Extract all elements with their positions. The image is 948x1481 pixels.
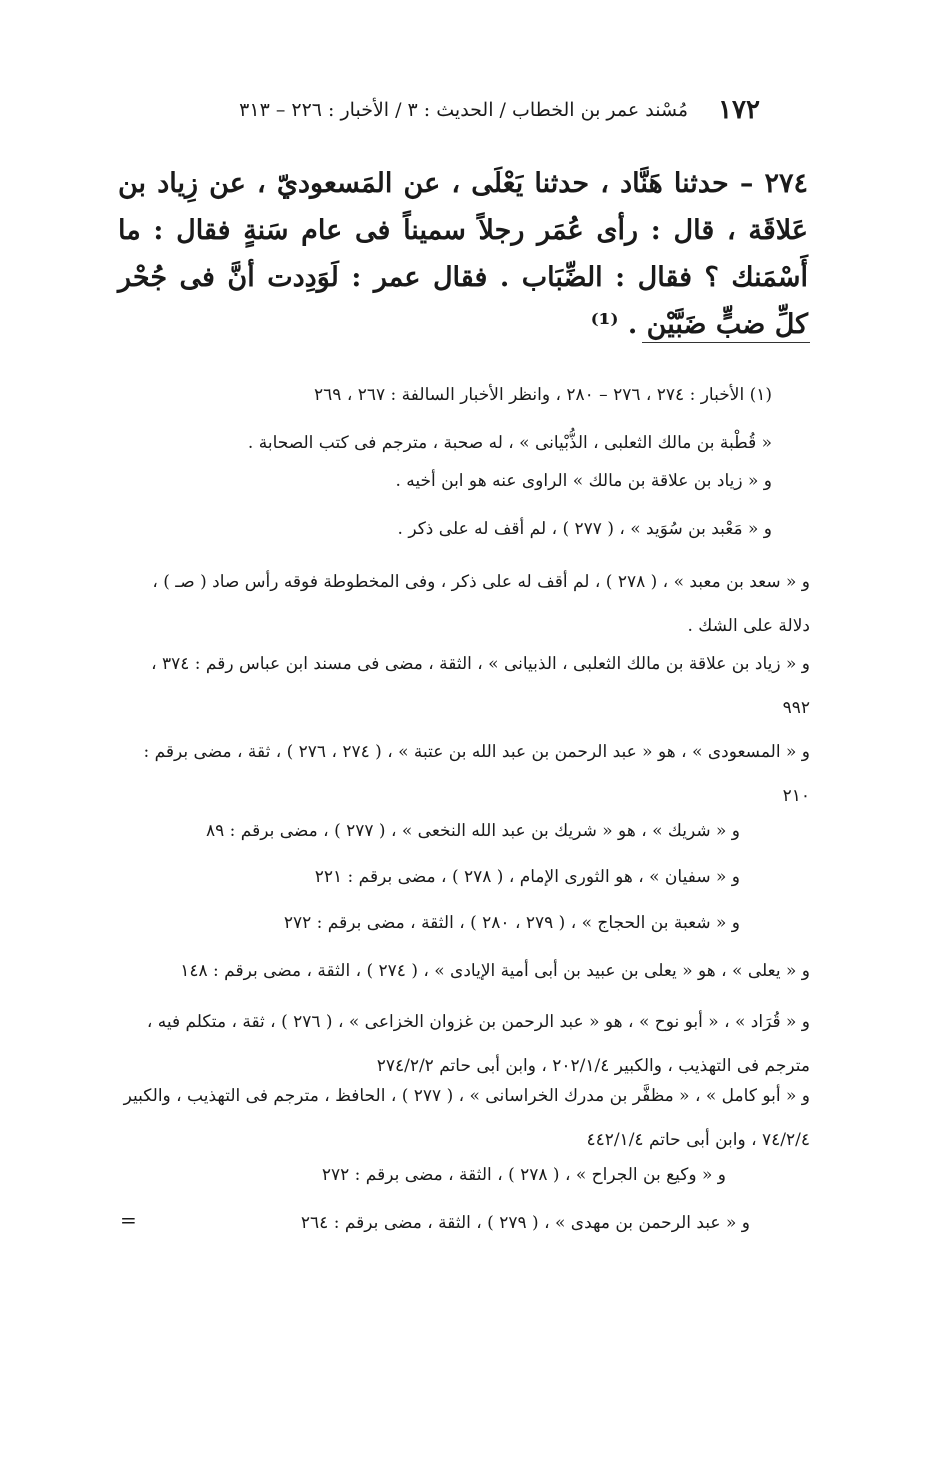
- footnote-line: و « عبد الرحمن بن مهدى » ، ( ٢٧٩ ) ، الثقة ، مضى برقم : ٢٦٤: [300, 1213, 750, 1233]
- footnote-line: و « أبو كامل » ، « مظفَّر بن مدرك الخراسانى » ، ( ٢٧٧ ) ، الحافظ ، مترجم فى التهذيب ، والكبير ٧٤/٢/٤ ، وابن أبى حاتم ٤٤٢/١/٤: [123, 1086, 810, 1150]
- footnote-line: و « سفيان » ، هو الثورى الإمام ، ( ٢٧٨ ) ، مضى برقم : ٢٢١: [314, 867, 740, 887]
- footnote-line: و « زياد بن علاقة بن مالك » الراوى عنه هو ابن أخيه .: [395, 471, 772, 491]
- footnote-separator: [642, 342, 810, 343]
- running-title: مُسْند عمر بن الخطاب / الحديث : ٣ / الأخبار : ٢٢٦ – ٣١٣: [239, 99, 689, 121]
- footnote-line: و « المسعودى » ، هو « عبد الرحمن بن عبد الله بن عتبة » ، ( ٢٧٤ ، ٢٧٦ ) ، ثقة ، مضى برقم : ٢١٠: [143, 742, 810, 806]
- footnote-line: و « سعد بن معبد » ، ( ٢٧٨ ) ، لم أقف له على ذكر ، وفى المخطوطة فوقه رأس صاد ( صـ ) ، دلالة على الشك .: [152, 572, 810, 636]
- footnote-line: و « وكيع بن الجراح » ، ( ٢٧٨ ) ، الثقة ، مضى برقم : ٢٧٢: [321, 1165, 726, 1185]
- hadith-text: ٢٧٤ – حدثنا هَنَّاد ، حدثنا يَعْلَى ، عن المَسعوديّ ، عن زِياد بن عَلاقَة ، قال : رأى عُمَر رجلاً سميناً فى عام سَنةٍ فقال : ما أَسْمَنك ؟ فقال : الضِّبَاب . فقال عمر : لَوَدِدت أنَّ فى جُحْر كلِّ ضبٍّ ضَبَّيْن . ⁽¹⁾: [118, 168, 808, 340]
- footnote-line: و « زياد بن علاقة بن مالك الثعلبى ، الذبيانى » ، الثقة ، مضى فى مسند ابن عباس رقم : ٣٧٤ ، ٩٩٢: [151, 654, 810, 718]
- footnote-line: و « مَعْبد بن سُوَيد » ، ( ٢٧٧ ) ، لم أقف له على ذكر .: [397, 519, 772, 539]
- page-header: [200, 90, 760, 130]
- footnote-line: و « يعلى » ، هو « يعلى بن عبيد بن أبى أمية الإيادى » ، ( ٢٧٤ ) ، الثقة ، مضى برقم : ١٤٨: [180, 961, 810, 981]
- footnote-line: و « شعبة بن الحجاج » ، ( ٢٧٩ ، ٢٨٠ ) ، الثقة ، مضى برقم : ٢٧٢: [283, 913, 740, 933]
- footnote-line: « قُطْبة بن مالك الثعلبى ، الذُّبْيانى » ، له صحبة ، مترجم فى كتب الصحابة .: [247, 433, 772, 453]
- footnote-line: (١) الأخبار : ٢٧٤ ، ٢٧٦ – ٢٨٠ ، وانظر الأخبار السالفة : ٢٦٧ ، ٢٦٩: [314, 385, 772, 405]
- footnote-line: و « قُرَاد » ، « أبو نوح » ، هو « عبد الرحمن بن غزوان الخزاعى » ، ( ٢٧٦ ) ، ثقة ، متكلم فيه ، مترجم فى التهذيب ، والكبير ٢٠٢/١/٤ ، وابن أبى حاتم ٢٧٤/٢/٢: [146, 1012, 810, 1076]
- continuation-mark: =: [120, 1208, 137, 1232]
- page-number: ١٧٢: [718, 95, 760, 125]
- footnote-line: و « شريك » ، هو « شريك بن عبد الله النخعى » ، ( ٢٧٧ ) ، مضى برقم : ٨٩: [206, 821, 740, 841]
